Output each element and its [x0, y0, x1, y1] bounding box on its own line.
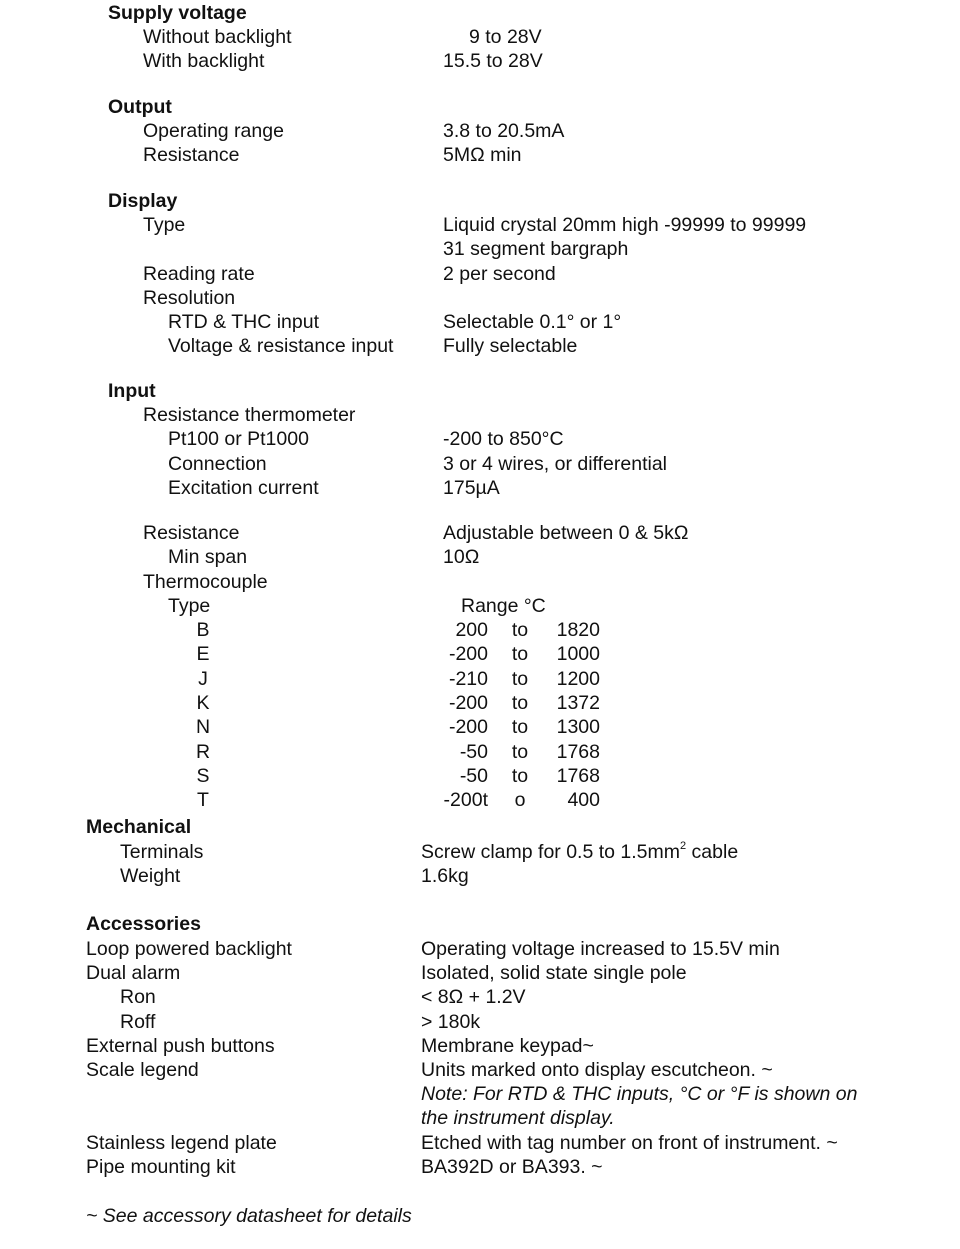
min-span-value: 10Ω — [443, 546, 480, 568]
tc-range-from: -200 — [448, 692, 488, 714]
footnote: ~ See accessory datasheet for details — [86, 1205, 412, 1227]
push-buttons-label: External push buttons — [86, 1035, 275, 1057]
reading-rate-label: Reading rate — [143, 263, 255, 285]
tc-range-end: 1768 — [556, 765, 600, 787]
tc-range-to: to — [511, 765, 529, 787]
with-backlight-value: 15.5 to 28V — [443, 50, 543, 72]
display-type-value-1: Liquid crystal 20mm high -99999 to 99999 — [443, 214, 807, 236]
ron-value: < 8Ω + 1.2V — [421, 986, 526, 1008]
excitation-current-label: Excitation current — [168, 477, 319, 499]
operating-range-label: Operating range — [143, 120, 284, 142]
accessories-heading: Accessories — [86, 913, 201, 935]
tc-range-end: 1768 — [556, 741, 600, 763]
thermocouple-label: Thermocouple — [143, 571, 268, 593]
tc-range-to: to — [511, 643, 529, 665]
tc-range-to: to — [511, 716, 529, 738]
ron-label: Ron — [120, 986, 156, 1008]
push-buttons-value: Membrane keypad~ — [421, 1035, 594, 1057]
tc-type: K — [196, 692, 210, 714]
tc-range-from: -200t — [443, 789, 488, 811]
backlight-value: Operating voltage increased to 15.5V min — [421, 938, 780, 960]
tc-range-end: 400 — [567, 789, 600, 811]
input-resistance-value: Adjustable between 0 & 5kΩ — [443, 522, 689, 544]
tc-range-end: 1200 — [556, 668, 600, 690]
tc-range-from: -200 — [448, 643, 488, 665]
excitation-current-value: 175µA — [443, 477, 500, 499]
tc-range-from: 200 — [455, 619, 488, 641]
supply-voltage-heading: Supply voltage — [108, 2, 247, 24]
dual-alarm-value: Isolated, solid state single pole — [421, 962, 687, 984]
display-type-value-2: 31 segment bargraph — [443, 238, 629, 260]
scale-legend-note-2: the instrument display. — [421, 1107, 615, 1129]
tc-range-to: to — [511, 619, 529, 641]
tc-type: T — [197, 789, 209, 811]
connection-value: 3 or 4 wires, or differential — [443, 453, 667, 475]
output-resistance-value: 5MΩ min — [443, 144, 522, 166]
terminals-label: Terminals — [120, 841, 204, 863]
scale-legend-note-1: Note: For RTD & THC inputs, °C or °F is shown on — [421, 1083, 858, 1105]
terminals-value-suffix: cable — [686, 841, 739, 863]
display-heading: Display — [108, 190, 178, 212]
tc-type: S — [196, 765, 210, 787]
tc-range-to: to — [511, 668, 529, 690]
rtd-thc-input-label: RTD & THC input — [168, 311, 319, 333]
operating-range-value: 3.8 to 20.5mA — [443, 120, 565, 142]
roff-value: > 180k — [421, 1011, 481, 1033]
voltage-resistance-input-label: Voltage & resistance input — [168, 335, 394, 357]
tc-type: J — [198, 668, 208, 690]
input-resistance-label: Resistance — [143, 522, 240, 544]
scale-legend-value: Units marked onto display escutcheon. ~ — [421, 1059, 773, 1081]
legend-plate-label: Stainless legend plate — [86, 1132, 277, 1154]
tc-range-to: to — [511, 692, 529, 714]
backlight-label: Loop powered backlight — [86, 938, 292, 960]
tc-range-header: Range °C — [461, 595, 546, 617]
tc-range-from: -210 — [448, 668, 488, 690]
tc-type: B — [196, 619, 210, 641]
tc-type: R — [195, 741, 211, 763]
tc-range-end: 1000 — [556, 643, 600, 665]
tc-range-end: 1820 — [556, 619, 600, 641]
tc-range-to: o — [514, 789, 526, 811]
reading-rate-value: 2 per second — [443, 263, 556, 285]
dual-alarm-label: Dual alarm — [86, 962, 181, 984]
tc-range-from: -200 — [448, 716, 488, 738]
weight-label: Weight — [120, 865, 181, 887]
output-heading: Output — [108, 96, 172, 118]
scale-legend-label: Scale legend — [86, 1059, 199, 1081]
input-heading: Input — [108, 380, 156, 402]
tc-type: N — [195, 716, 211, 738]
without-backlight-value: 9 to 28V — [469, 26, 542, 48]
min-span-label: Min span — [168, 546, 248, 568]
with-backlight-label: With backlight — [143, 50, 265, 72]
rtd-thc-input-value: Selectable 0.1° or 1° — [443, 311, 622, 333]
terminals-value — [421, 840, 739, 863]
voltage-resistance-input-value: Fully selectable — [443, 335, 578, 357]
tc-type-header: Type — [168, 595, 211, 617]
weight-value: 1.6kg — [421, 865, 469, 887]
terminals-value-text: Screw clamp for 0.5 to 1.5mm — [421, 841, 681, 863]
tc-range-to: to — [511, 741, 529, 763]
mechanical-heading: Mechanical — [86, 816, 192, 838]
resistance-thermometer-label: Resistance thermometer — [143, 404, 356, 426]
tc-range-from: -50 — [459, 741, 488, 763]
resolution-label: Resolution — [143, 287, 236, 309]
tc-range-end: 1372 — [556, 692, 600, 714]
terminals-superscript: 2 — [680, 840, 687, 852]
pipe-kit-label: Pipe mounting kit — [86, 1156, 236, 1178]
tc-range-from: -50 — [459, 765, 488, 787]
display-type-label: Type — [143, 214, 186, 236]
pipe-kit-value: BA392D or BA393. ~ — [421, 1156, 603, 1178]
legend-plate-value: Etched with tag number on front of instrument. ~ — [421, 1132, 838, 1154]
pt100-label: Pt100 or Pt1000 — [168, 428, 309, 450]
pt100-value: -200 to 850°C — [443, 428, 564, 450]
without-backlight-label: Without backlight — [143, 26, 292, 48]
output-resistance-label: Resistance — [143, 144, 240, 166]
tc-range-end: 1300 — [556, 716, 600, 738]
connection-label: Connection — [168, 453, 267, 475]
tc-type: E — [196, 643, 210, 665]
roff-label: Roff — [120, 1011, 156, 1033]
